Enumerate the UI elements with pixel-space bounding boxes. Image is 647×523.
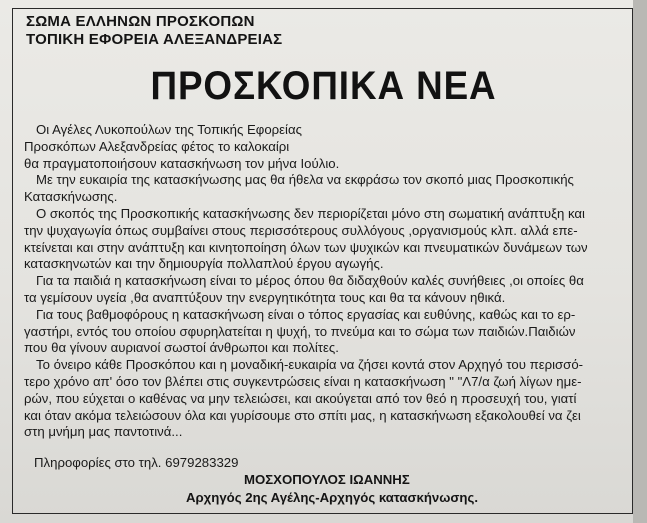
paragraph-line: Για τους βαθμοφόρους η κατασκήνωση είναι ο τόπος εργασίας και ευθύνης, καθώς και το ερ- [36,306,576,322]
local-office-name: ΤΟΠΙΚΗ ΕΦΟΡΕΙΑ ΑΛΕΞΑΝΔΡΕΙΑΣ [26,31,283,48]
paragraph-line: κτείνεται και στην ανάπτυξη και κινητοποίηση όλων των ψυχικών και πνευματικών δυνάμεων των [24,239,588,255]
paragraph-line: ρών, που εύχεται ο καθένας να μην τελειώσει, και ακούγεται από τον θεό η προσευχή του, γιατί [24,390,577,406]
paragraph-line: θα πραγματοποιήσουν κατασκήνωση τον μήνα Ιούλιο. [24,155,340,171]
article-title: ΠΡΟΣΚΟΠΙΚΑ ΝΕΑ [150,64,497,108]
article-body [24,122,622,441]
paragraph-line: στη μνήμη μας παντοτινά... [24,424,183,440]
article-paragraph [24,273,622,307]
contact-info: Πληροφορίες στο τηλ. 6979283329 [34,455,239,470]
paragraph-line: που θα γίνουν αυριανοί σωστοί άνθρωποι και πολίτες. [24,340,339,356]
article-paragraph [24,357,622,441]
paragraph-line: Για τα παιδιά η κατασκήνωση είναι το μέρος όπου θα διδαχθούν καλές συνήθειες ,οι οποίες θα [36,273,584,289]
paragraph-line: Το όνειρο κάθε Προσκόπου και η μοναδική-ευκαιρία να ζήσει κοντά στον Αρχηγό του περισσό- [36,357,584,373]
paragraph-line: και όταν ακόμα τελειώσουν όλα και γυρίσουμε στο σπίτι μας, η κατασκήνωση εξακολουθεί να ζει [24,407,581,423]
adjacent-page-edge [633,0,647,523]
signature-role: Αρχηγός 2ης Αγέλης-Αρχηγός κατασκήνωσης. [186,490,479,505]
paragraph-line: κατασκηνωτών και την δημιουργία πολλαπλού έργου αγωγής. [24,256,384,272]
article-paragraph [24,206,622,273]
signature-name: ΜΟΣΧΟΠΟΥΛΟΣ ΙΩΑΝΝΗΣ [244,472,410,487]
paragraph-line: Οι Αγέλες Λυκοπούλων της Τοπικής Εφορείας [36,122,302,137]
article-paragraph [24,307,622,357]
paragraph-line: τερο χρόνο απ' όσο τον βλέπει στις συγκεντρώσεις είναι η κατασκήνωση " "Λ7/α ζωή λίγων ημε- [24,373,582,389]
paragraph-line: Κατασκήνωσης. [24,189,118,205]
paragraph-line: Ο σκοπός της Προσκοπικής κατασκήνωσης δεν περιορίζεται μόνο στη σωματική ανάπτυξη και [36,205,585,221]
paragraph-line: Με την ευκαιρία της κατασκήνωσης μας θα ήθελα να εκφράσω τον σκοπό μιας Προσκοπικής [36,172,574,188]
article-paragraph [24,172,622,206]
paragraph-line: τα γεμίσουν υγεία ,θα αναπτύξουν την ενεργητικότητα τους και θα τα κάνουν ηθικά. [24,289,506,305]
organization-name: ΣΩΜΑ ΕΛΛΗΝΩΝ ΠΡΟΣΚΟΠΩΝ [26,13,255,30]
paragraph-line: Προσκόπων Αλεξανδρείας φέτος το καλοκαίρι [24,138,290,154]
article-paragraph [24,122,622,172]
paragraph-line: γαστήρι, εντός του οποίου σφυρηλατείται η ψυχή, το πνεύμα και το σώμα των παιδιών.Παιδιών [24,323,576,339]
paragraph-line: την ψυχαγωγία όπως συμβαίνει στους περισσότερους συλλόγους ,οργανισμούς κλπ. αλλά επε- [24,222,578,238]
